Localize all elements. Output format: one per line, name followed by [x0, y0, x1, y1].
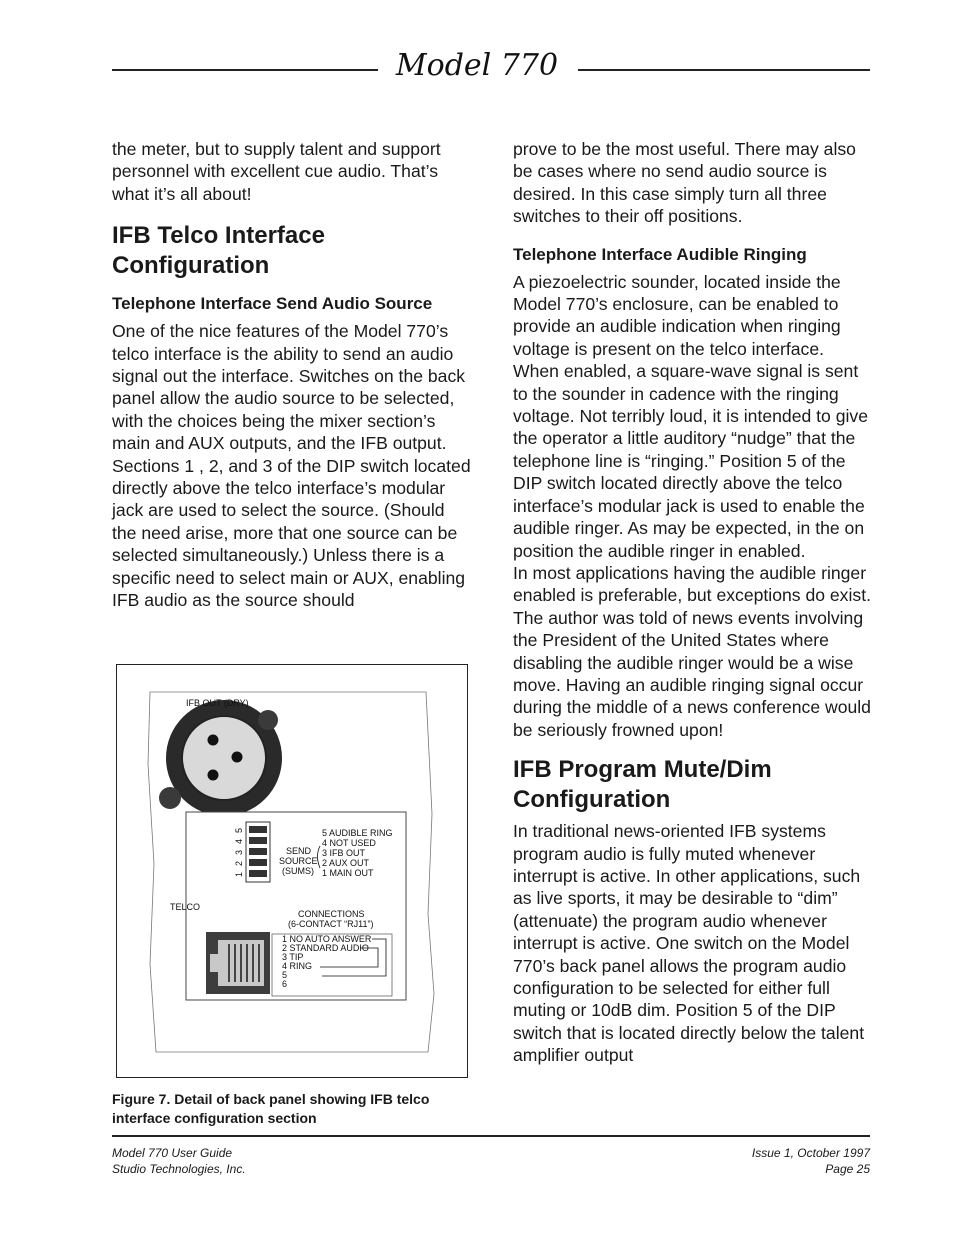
- audible-ringing-paragraph-1: A piezoelectric sounder, located inside the Model 770’s enclosure, can be enabled to provide an audible indication when ringing voltage is present on the telco interface. When enabled, a square-wave signal is sent to the sounder in cadence with the ringing voltage. Not terribly loud, it is intended to give the operator a little auditory “nudge” that the telephone line is “ringing.” Position 5 of the DIP switch located directly above the telco interface’s modular jack is used to enable the audible ringer. As may be expected, in the on position the audible ringer in enabled.: [513, 271, 869, 561]
- footer-issue: Issue 1, October 1997: [751, 1146, 870, 1160]
- footer-right: [752, 1145, 870, 1177]
- intro-paragraph: the meter, but to supply talent and support personnel with excellent cue audio. That’s what it’s all about!: [112, 139, 441, 204]
- switch-function-3: 3 IFB OUT: [322, 848, 366, 858]
- switch-function-4: 4 NOT USED: [322, 838, 376, 848]
- pin-assignment-5: 5: [282, 970, 288, 980]
- dip-number-5: 5: [234, 827, 244, 833]
- subheading-audible-ringing: Telephone Interface Audible Ringing: [513, 244, 807, 264]
- send-source-line-3: (SUMS): [282, 866, 314, 876]
- connections-line-2: (6-CONTACT “RJ11”): [288, 919, 374, 929]
- right-column: [513, 138, 873, 1067]
- telco-label: TELCO: [170, 902, 201, 912]
- subheading-send-audio: Telephone Interface Send Audio Source: [112, 294, 433, 314]
- section-heading-telco: IFB Telco Interface Configuration: [112, 222, 325, 280]
- pin-assignment-1: 1 NO AUTO ANSWER: [282, 934, 372, 944]
- footer-page-number: Page 25: [825, 1162, 870, 1176]
- send-source-line-1: SEND: [286, 846, 312, 856]
- switch-function-2: 2 AUX OUT: [322, 858, 370, 868]
- dip-number-3: 3: [234, 849, 244, 855]
- footer-rule: [112, 1135, 870, 1137]
- footer-company: Studio Technologies, Inc.: [112, 1162, 246, 1176]
- connections-line-1: CONNECTIONS: [298, 909, 365, 919]
- footer-left: [112, 1145, 246, 1177]
- pin-assignment-4: 4 RING: [282, 961, 313, 971]
- send-source-line-2: SOURCE: [279, 856, 318, 866]
- back-panel-diagram: [116, 664, 468, 1078]
- ifb-out-label: IFB OUT (DRY): [186, 698, 249, 708]
- pin-assignment-3: 3 TIP: [282, 952, 304, 962]
- continuation-paragraph: prove to be the most useful. There may also be cases where no send audio source is desired. In this case simply turn all three switches to their off positions.: [513, 139, 856, 227]
- switch-function-1: 1 MAIN OUT: [322, 868, 374, 878]
- switch-function-5: 5 AUDIBLE RING: [322, 828, 393, 838]
- footer-guide-title: Model 770 User Guide: [112, 1146, 233, 1160]
- pin-assignment-6: 6: [282, 979, 288, 989]
- section-heading-mute-dim: IFB Program Mute/Dim Configuration: [513, 756, 772, 814]
- mute-dim-paragraph: In traditional news-oriented IFB systems program audio is fully muted whenever interrupt is active. In other applications, such as live sports, it may be desirable to “dim” (attenuate) the program audio whenever interrupt is active. One switch on the Model 770’s back panel allows the program audio configuration to be selected for either full muting or 10dB dim. Position 5 of the DIP switch that is located directly below the talent amplifier output: [513, 821, 865, 1066]
- mount-screw-bottom: [159, 787, 181, 809]
- dip-number-2: 2: [234, 860, 244, 866]
- figure-caption: Figure 7. Detail of back panel showing IFB telco interface configuration section: [112, 1091, 430, 1126]
- page-header-title: Model 770: [0, 48, 954, 83]
- mount-screw-top: [258, 710, 278, 730]
- send-audio-paragraph: One of the nice features of the Model 770’s telco interface is the ability to send an audio signal out the interface. Switches on the back panel allow the audio source to be selected, with the choices being the mixer section’s main and AUX outputs, and the IFB output. Sections 1 , 2, and 3 of the DIP switch located directly above the telco interface’s modular jack are used to select the source. (Should the need arise, more that one source can be selected simultaneously.) Unless there is a specific need to select main or AUX, enabling IFB audio as the source should: [112, 321, 471, 611]
- left-column: [112, 138, 472, 612]
- dip-number-1: 1: [234, 871, 244, 877]
- dip-number-4: 4: [234, 838, 244, 844]
- figure-7-panel: [116, 664, 468, 1078]
- pin-assignment-2: 2 STANDARD AUDIO: [282, 943, 369, 953]
- audible-ringing-paragraph-2: In most applications having the audible ringer enabled is preferable, but exceptions do exist. The author was told of news events involving the President of the United States where disabling the audible ringer would be a wise move. Having an audible ringing signal occur during the middle of a news conference would be seriously frowned upon!: [513, 562, 871, 740]
